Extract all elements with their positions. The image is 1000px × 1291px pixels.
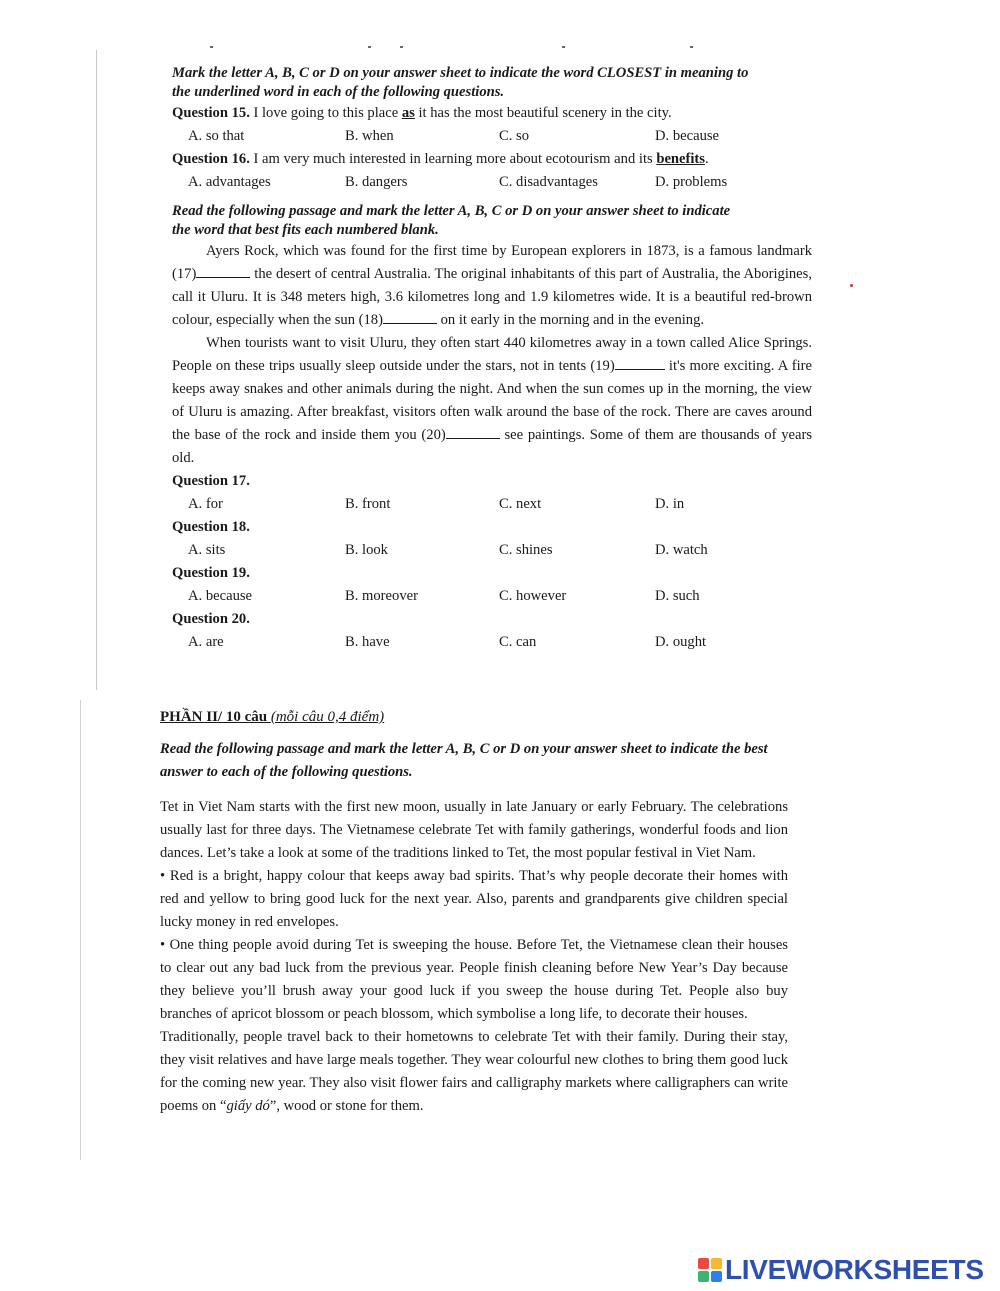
option-b[interactable]: B. dangers	[345, 174, 408, 190]
question-17-options	[172, 493, 812, 516]
option-d[interactable]: D. problems	[655, 174, 728, 190]
option-a[interactable]: A. because	[188, 588, 253, 604]
option-a[interactable]: A. advantages	[188, 174, 271, 190]
passage-paragraph-2: When tourists want to visit Uluru, they often start 440 kilometres away in a town called Alice Springs. People on these trips usually sleep outside under the stars, not in tents (19) it's more exciting. A fire keeps away snakes and other animals during the night. And when the sun comes up in the morning, the view of Uluru is amazing. After breakfast, visitors often walk around the base of the rock. There are caves around the base of the rock and inside them you (20) see paintings. Some of them are thousands of years old.	[172, 335, 813, 466]
passage-paragraph: Tet in Viet Nam starts with the first new moon, usually in late January or early February. The celebrations usually last for three days. The Vietnamese celebrate Tet with family gatherings, wonderful foods and lion dances. Let’s take a look at some of the traditions linked to Tet, the most popular festival in Viet Nam.	[160, 799, 788, 861]
option-c[interactable]: C. however	[499, 588, 567, 604]
question-20-options	[172, 631, 812, 654]
option-b[interactable]: B. front	[345, 496, 391, 512]
question-16-options	[172, 171, 812, 194]
instruction-3: Read the following passage and mark the letter A, B, C or D on your answer sheet to indicate the best answer to each of the following questions.	[160, 741, 768, 780]
scan-speck	[850, 284, 853, 287]
option-d[interactable]: D. such	[655, 588, 700, 604]
section-1	[172, 64, 812, 654]
logo-text: LIVEWORKSHEETS	[725, 1254, 984, 1285]
option-d[interactable]: D. ought	[655, 634, 707, 650]
logo-mark-icon	[697, 1257, 723, 1283]
blank-19[interactable]	[615, 355, 665, 370]
option-d[interactable]: D. watch	[655, 542, 708, 558]
scan-edge-line	[80, 700, 81, 1160]
option-c[interactable]: C. so	[499, 128, 530, 144]
option-d[interactable]: D. in	[655, 496, 685, 512]
option-c[interactable]: C. next	[499, 496, 542, 512]
question-18-options	[172, 539, 812, 562]
blank-17[interactable]	[196, 263, 250, 278]
question-15: Question 15. I love going to this place as it has the most beautiful scenery in the city.	[172, 105, 672, 121]
question-16: Question 16. I am very much interested in learning more about ecotourism and its benefits.	[172, 151, 709, 167]
passage-paragraph-1: Ayers Rock, which was found for the first time by European explorers in 1873, is a famous landmark (17) the desert of central Australia. The original inhabitants of this part of Australia, the Aborigines, call it Uluru. It is 348 meters high, 3.6 kilometres long and 1.9 kilometres wide. It is a beautiful red-brown colour, especially when the sun (18) on it early in the morning and in the evening.	[172, 243, 812, 328]
option-a[interactable]: A. sits	[188, 542, 226, 558]
question-18: Question 18.	[172, 519, 250, 535]
passage-paragraph: • One thing people avoid during Tet is sweeping the house. Before Tet, the Vietnamese clean their houses to clear out any bad luck from the previous year. People finish cleaning before New Year’s Day because they believe you’ll brush away your good luck if you sweep the house during Tet. People also buy branches of apricot blossom or peach blossom, which symbolise a long life, to decorate their houses.	[160, 937, 788, 1022]
question-15-options	[172, 125, 812, 148]
option-c[interactable]: C. disadvantages	[499, 174, 598, 190]
underlined-word: as	[401, 105, 415, 121]
blank-20[interactable]	[446, 424, 500, 439]
option-b[interactable]: B. when	[345, 128, 394, 144]
option-a[interactable]: A. for	[188, 496, 223, 512]
blank-18[interactable]	[383, 309, 437, 324]
option-c[interactable]: C. shines	[499, 542, 553, 558]
option-b[interactable]: B. have	[345, 634, 390, 650]
instruction-2: Read the following passage and mark the letter A, B, C or D on your answer sheet to indicate the word that best fits each numbered blank.	[172, 203, 731, 238]
question-19: Question 19.	[172, 565, 250, 581]
section-2-header: PHẦN II/ 10 câu (mỗi câu 0,4 điểm)	[160, 709, 385, 725]
instruction-1: Mark the letter A, B, C or D on your answer sheet to indicate the word CLOSEST in meaning to the underlined word in each of the following questions.	[172, 65, 749, 100]
option-d[interactable]: D. because	[655, 128, 720, 144]
passage-paragraph: Traditionally, people travel back to their hometowns to celebrate Tet with their family. During their stay, they visit relatives and have large meals together. They wear colourful new clothes to bring them good luck for the coming new year. They also visit flower fairs and calligraphy markets where calligraphers can write poems on “giấy dó”, wood or stone for them.	[160, 1029, 788, 1114]
option-c[interactable]: C. can	[499, 634, 537, 650]
section-2	[160, 706, 788, 1118]
liveworksheets-logo	[697, 1255, 984, 1285]
scan-edge-line	[96, 50, 97, 690]
underlined-word: benefits	[656, 151, 705, 167]
option-b[interactable]: B. look	[345, 542, 388, 558]
option-a[interactable]: A. so that	[188, 128, 245, 144]
option-b[interactable]: B. moreover	[345, 588, 418, 604]
question-20: Question 20.	[172, 611, 250, 627]
scan-dots	[200, 44, 700, 50]
option-a[interactable]: A. are	[188, 634, 224, 650]
question-19-options	[172, 585, 812, 608]
passage-paragraph: • Red is a bright, happy colour that keeps away bad spirits. That’s why people decorate their homes with red and yellow to bring good luck for the next year. Also, parents and grandparents give children special lucky money in red envelopes.	[160, 868, 788, 930]
question-17: Question 17.	[172, 473, 250, 489]
